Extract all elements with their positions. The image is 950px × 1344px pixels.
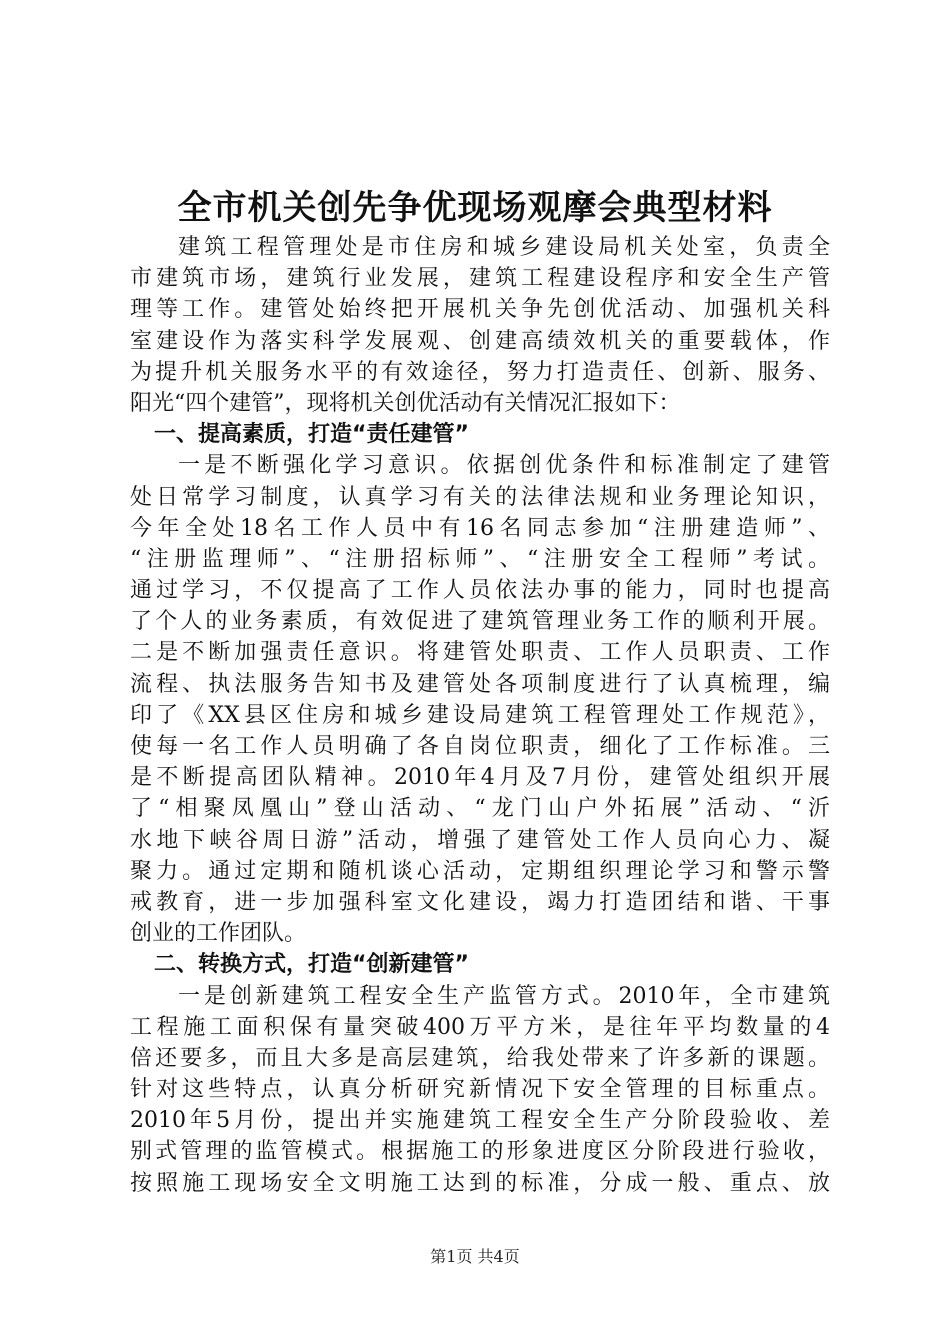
paragraph-line: 为提升机关服务水平的有效途径，努力打造责任、创新、服务、 <box>130 359 830 385</box>
paragraph-line: 阳光“四个建管”，现将机关创优活动有关情况汇报如下： <box>130 390 681 416</box>
document-body <box>130 232 830 1199</box>
paragraph-line: 市建筑市场，建筑行业发展，建筑工程建设程序和安全生产管 <box>130 266 830 292</box>
paragraph-line: 倍还要多，而且大多是高层建筑，给我处带来了许多新的课题。 <box>130 1045 830 1071</box>
paragraph-line: 别式管理的监管模式。根据施工的形象进度区分阶段进行验收， <box>130 1139 830 1165</box>
paragraph-line: 通过学习，不仅提高了工作人员依法办事的能力，同时也提高 <box>130 578 830 604</box>
paragraph-line: 使每一名工作人员明确了各自岗位职责，细化了工作标准。三 <box>130 734 830 759</box>
paragraph-line: 处日常学习制度，认真学习有关的法律法规和业务理论知识， <box>130 484 830 510</box>
paragraph-line: 针对这些特点，认真分析研究新情况下安全管理的目标重点。 <box>130 1077 830 1103</box>
paragraph-line: 戒教育，进一步加强科室文化建设，竭力打造团结和谐、干事 <box>130 889 830 915</box>
paragraph-line: 了个人的业务素质，有效促进了建筑管理业务工作的顺利开展。 <box>130 609 830 635</box>
paragraph-line: 工程施工面积保有量突破400万平方米，是往年平均数量的4 <box>130 1014 830 1040</box>
paragraph-line: 理等工作。建管处始终把开展机关争先创优活动、加强机关科 <box>130 297 830 323</box>
paragraph-line: 是不断提高团队精神。2010年4月及7月份，建管处组织开展 <box>130 765 830 791</box>
paragraph-line: 聚力。通过定期和随机谈心活动，定期组织理论学习和警示警 <box>130 858 830 884</box>
paragraph-line: 一是创新建筑工程安全生产监管方式。2010年，全市建筑 <box>178 983 830 1009</box>
document-title: 全市机关创先争优现场观摩会典型材料 <box>177 188 773 228</box>
paragraph-line: 按照施工现场安全文明施工达到的标准，分成一般、重点、放 <box>130 1170 830 1196</box>
paragraph-line: 水地下峡谷周日游”活动，增强了建管处工作人员向心力、凝 <box>130 827 830 853</box>
paragraph-line: 今年全处18名工作人员中有16名同志参加“注册建造师”、 <box>130 515 830 541</box>
paragraph-line: 建筑工程管理处是市住房和城乡建设局机关处室，负责全 <box>178 235 830 260</box>
paragraph-line: 印了《XX县区住房和城乡建设局建筑工程管理处工作规范》， <box>130 702 830 728</box>
paragraph-line: 创业的工作团队。 <box>130 921 307 947</box>
paragraph-line: 了“相聚凤凰山”登山活动、“龙门山户外拓展”活动、“沂 <box>130 796 830 822</box>
paragraph-line: 二是不断加强责任意识。将建管处职责、工作人员职责、工作 <box>130 640 830 666</box>
page-footer: 第1页 共4页 <box>430 1247 520 1266</box>
paragraph-line: 室建设作为落实科学发展观、创建高绩效机关的重要载体，作 <box>130 328 830 354</box>
paragraph-line: 2010年5月份，提出并实施建筑工程安全生产分阶段验收、差 <box>130 1108 830 1134</box>
paragraph-line: 流程、执法服务告知书及建管处各项制度进行了认真梳理，编 <box>130 671 830 697</box>
paragraph-line: 一是不断强化学习意识。依据创优条件和标准制定了建管 <box>178 453 830 479</box>
section-heading: 二、转换方式，打造“创新建管” <box>154 952 469 978</box>
section-heading: 一、提高素质，打造“责任建管” <box>154 422 469 448</box>
paragraph-line: “注册监理师”、“注册招标师”、“注册安全工程师”考试。 <box>130 546 830 572</box>
